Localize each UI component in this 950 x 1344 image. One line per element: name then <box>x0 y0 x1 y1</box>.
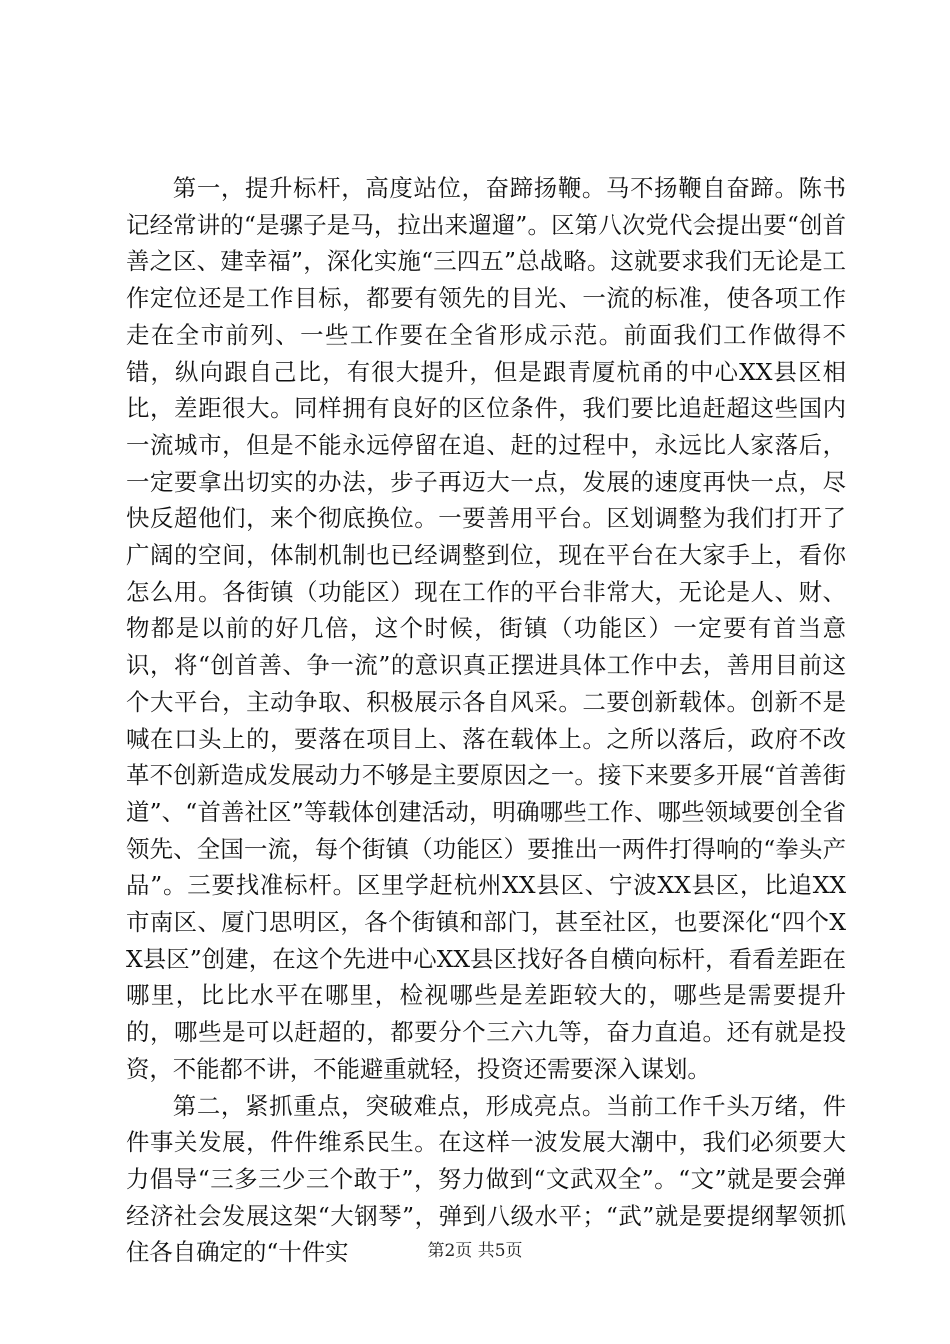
paragraph-1: 第一，提升标杆，高度站位，奋蹄扬鞭。马不扬鞭自奋蹄。陈书记经常讲的“是骡子是马，拉出来遛遛”。区第八次党代会提出要“创首善之区、建幸福”，深化实施“三四五”总战略。这就要求我们无论是工作定位还是工作目标，都要有领先的目光、一流的标准，使各项工作走在全市前列、一些工作要在全省形成示范。前面我们工作做得不错，纵向跟自己比，有很大提升，但是跟青厦杭甬的中心XX县区相比，差距很大。同样拥有良好的区位条件，我们要比追赶超这些国内一流城市，但是不能永远停留在追、赶的过程中，永远比人家落后，一定要拿出切实的办法，步子再迈大一点，发展的速度再快一点，尽快反超他们，来个彻底换位。一要善用平台。区划调整为我们打开了广阔的空间，体制机制也已经调整到位，现在平台在大家手上，看你怎么用。各街镇（功能区）现在工作的平台非常大，无论是人、财、物都是以前的好几倍，这个时候，街镇（功能区）一定要有首当意识，将“创首善、争一流”的意识真正摆进具体工作中去，善用目前这个大平台，主动争取、积极展示各自风采。二要创新载体。创新不是喊在口头上的，要落在项目上、落在载体上。之所以落后，政府不改革不创新造成发展动力不够是主要原因之一。接下来要多开展“首善街道”、“首善社区”等载体创建活动，明确哪些工作、哪些领域要创全省领先、全国一流，每个街镇（功能区）要推出一两件打得响的“拳头产品”。三要找准标杆。区里学赶杭州XX县区、宁波XX县区，比追XX市南区、厦门思明区，各个街镇和部门，甚至社区，也要深化“四个XX县区”创建，在这个先进中心XX县区找好各自横向标杆，看看差距在哪里，比比水平在哪里，检视哪些是差距较大的，哪些是需要提升的，哪些是可以赶超的，都要分个三六九等，奋力直追。还有就是投资，不能都不讲，不能避重就轻，投资还需要深入谋划。 <box>126 174 846 1083</box>
paragraph-2: 第二，紧抓重点，突破难点，形成亮点。当前工作千头万绪，件件事关发展，件件维系民生。在这样一波发展大潮中，我们必须要大力倡导“三多三少三个敢于”，努力做到“文武双全”。“文”就是要会弹经济社会发展这架“大钢琴”，弹到八级水平；“武”就是要提纲挈领抓住各自确定的“十件实 <box>126 1091 846 1267</box>
page-footer: 第2页 共5页 <box>427 1241 523 1261</box>
document-body <box>126 170 846 1271</box>
